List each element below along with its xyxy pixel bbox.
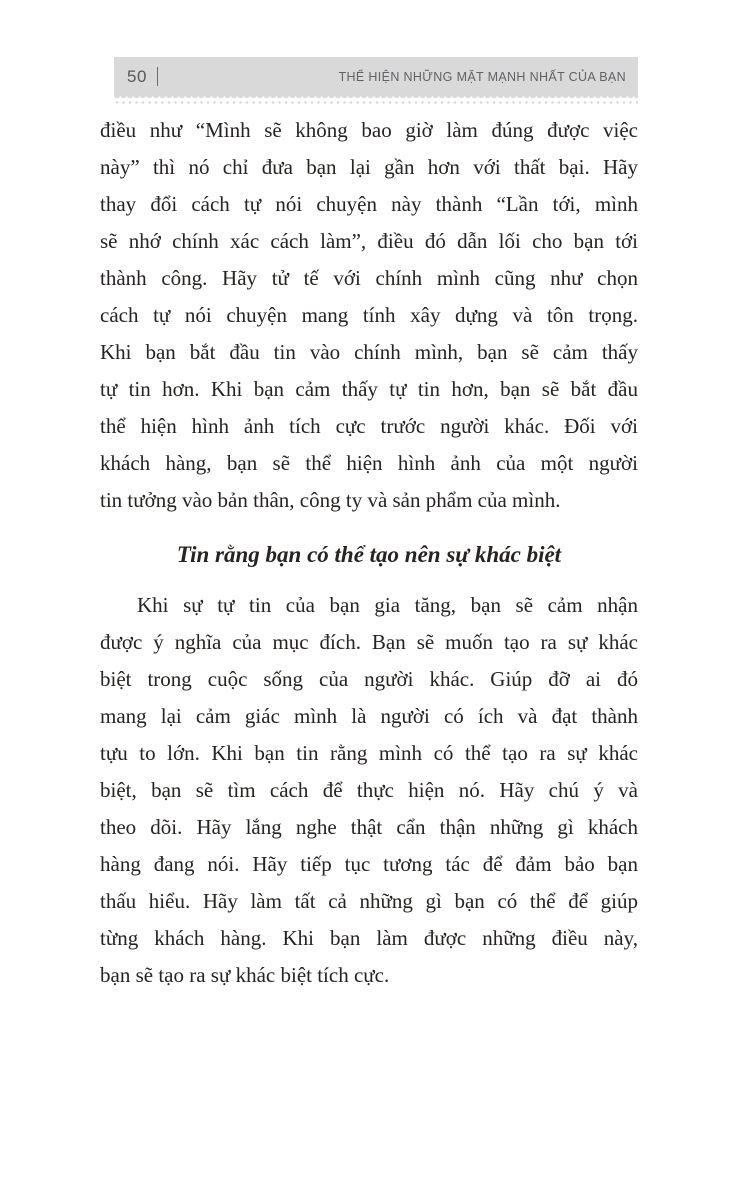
page-number: 50 <box>127 66 147 86</box>
text-line: Khi sự tự tin của bạn gia tăng, bạn sẽ cảm nhận <box>137 593 638 617</box>
text-line: thể hiện hình ảnh tích cực trước người khác. Đối với <box>100 414 638 438</box>
text-line: khách hàng, bạn sẽ thể hiện hình ảnh của một người <box>100 451 638 475</box>
text-line: được ý nghĩa của mục đích. Bạn sẽ muốn tạo ra sự khác <box>100 630 638 654</box>
text-line: biệt, bạn sẽ tìm cách để thực hiện nó. Hãy chú ý và <box>100 778 638 802</box>
text-line: thấu hiểu. Hãy làm tất cả những gì bạn có thể để giúp <box>100 889 638 913</box>
running-header <box>114 57 638 96</box>
text-line: sẽ nhớ chính xác cách làm”, điều đó dẫn lối cho bạn tới <box>100 229 638 253</box>
text-line: bạn sẽ tạo ra sự khác biệt tích cực. <box>100 963 390 987</box>
section-heading: Tin rằng bạn có thể tạo nên sự khác biệt <box>176 542 562 567</box>
text-line: mang lại cảm giác mình là người có ích và đạt thành <box>100 704 638 728</box>
text-line: điều như “Mình sẽ không bao giờ làm đúng được việc <box>100 118 638 142</box>
text-line: này” thì nó chỉ đưa bạn lại gần hơn với thất bại. Hãy <box>100 155 638 179</box>
page-number-divider <box>157 67 159 86</box>
running-header-title: THỂ HIỆN NHỮNG MẶT MẠNH NHẤT CỦA BẠN <box>338 69 626 84</box>
text-line: tựu to lớn. Khi bạn tin rằng mình có thể tạo ra sự khác <box>100 741 638 765</box>
text-line: thành công. Hãy tử tế với chính mình cũng như chọn <box>100 266 638 290</box>
text-line: tự tin hơn. Khi bạn cảm thấy tự tin hơn, bạn sẽ bắt đầu <box>100 377 638 401</box>
paragraph-2 <box>100 587 638 994</box>
text-line: cách tự nói chuyện mang tính xây dựng và tôn trọng. <box>100 303 638 327</box>
page-body <box>100 112 638 994</box>
text-line: hàng đang nói. Hãy tiếp tục tương tác để đảm bảo bạn <box>100 852 638 876</box>
text-line: Khi bạn bắt đầu tin vào chính mình, bạn sẽ cảm thấy <box>100 340 638 364</box>
paragraph-1 <box>100 112 638 519</box>
text-line: thay đổi cách tự nói chuyện này thành “Lần tới, mình <box>100 192 638 216</box>
text-line: biệt trong cuộc sống của người khác. Giúp đỡ ai đó <box>100 667 638 691</box>
text-line: từng khách hàng. Khi bạn làm được những điều này, <box>100 926 638 950</box>
page-number-group <box>127 67 158 87</box>
text-line: tin tưởng vào bản thân, công ty và sản phẩm của mình. <box>100 488 561 512</box>
text-line: theo dõi. Hãy lắng nghe thật cẩn thận những gì khách <box>100 815 638 839</box>
